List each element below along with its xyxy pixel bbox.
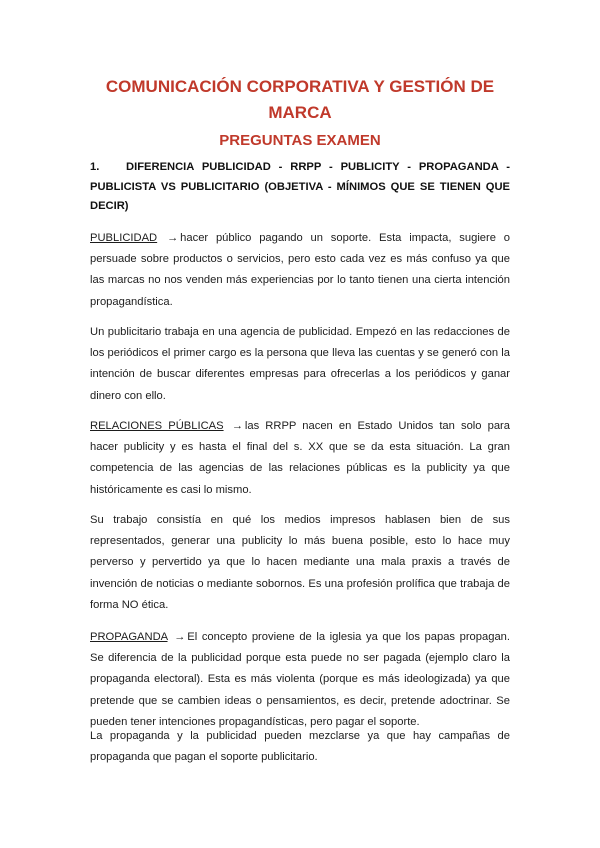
document-subtitle: PREGUNTAS EXAMEN	[219, 132, 381, 149]
paragraph-publicidad	[90, 228, 510, 313]
relaciones-publicas-text: las RRPP nacen en Estado Unidos tan solo para hacer publicity y es hasta el final del s. XX que se da esta situación. La gran competencia de las agencias de las relaciones públicas es la publicity ya que históricamente es casi lo mismo.	[90, 420, 511, 496]
paragraph-trabajo-rrpp	[90, 510, 510, 616]
publicidad-text: hacer público pagando un soporte. Esta impacta, sugiere o persuade sobre productos o servicios, pero esto cada vez es más confuso ya que las marcas no nos venden más experiencias por lo tanto tienen una cierta intención propagandística.	[90, 232, 511, 308]
paragraph-mezcla	[90, 726, 510, 768]
trabajo-rrpp-text: Su trabajo consistía en qué los medios impresos hablasen bien de sus representados, generar una publicity lo más buena posible, esto lo hace muy perverso y pervertido ya que lo hacen mediante una mala praxis a través de invención de noticias o mediante sobornos. Es una profesión prolífica que trabaja de forma NO ética.	[90, 514, 510, 611]
document-title-line-1: COMUNICACIÓN CORPORATIVA Y GESTIÓN DE	[105, 77, 495, 96]
document-title	[0, 74, 600, 126]
arrow-icon: →	[231, 420, 243, 432]
paragraph-propaganda	[90, 627, 510, 733]
paragraph-publicitario	[90, 322, 510, 407]
propaganda-text: El concepto proviene de la iglesia ya que los papas propagan. Se diferencia de la publicidad porque esta puede no ser pagada (ejemplo claro la propaganda electoral). Esta es más violenta (porque es más ideologizada) ya que pretende que se cambien ideas o pensamientos, es decir, pretende adoctrinar. Se pueden tener intenciones propagandísticas, pero pagar el soporte.	[90, 631, 510, 728]
term-relaciones-publicas: RELACIONES PÚBLICAS	[90, 420, 224, 432]
term-publicidad: PUBLICIDAD	[90, 232, 158, 244]
publicitario-text: Un publicitario trabaja en una agencia de publicidad. Empezó en las redacciones de los periódicos el primer cargo es la persona que lleva las cuentas y se generó con la intención de buscar diferentes empresas para ofrecerlas a los periódicos y ganar dinero con ello.	[90, 326, 510, 402]
question-heading	[90, 158, 510, 217]
arrow-icon: →	[166, 232, 179, 244]
arrow-icon: →	[174, 631, 186, 643]
mezcla-text: La propaganda y la publicidad pueden mezclarse ya que hay campañas de propaganda que pagan el soporte publicitario.	[90, 730, 510, 764]
document-title-line-2: MARCA	[268, 103, 332, 122]
term-propaganda: PROPAGANDA	[90, 631, 168, 643]
question-text: DIFERENCIA PUBLICIDAD - RRPP - PUBLICITY - PROPAGANDA - PUBLICISTA VS PUBLICITARIO (OBJETIVA - MÍNIMOS QUE SE TIENEN QUE DECIR)	[90, 161, 510, 212]
paragraph-relaciones-publicas	[90, 416, 510, 501]
question-number: 1.	[90, 161, 100, 173]
